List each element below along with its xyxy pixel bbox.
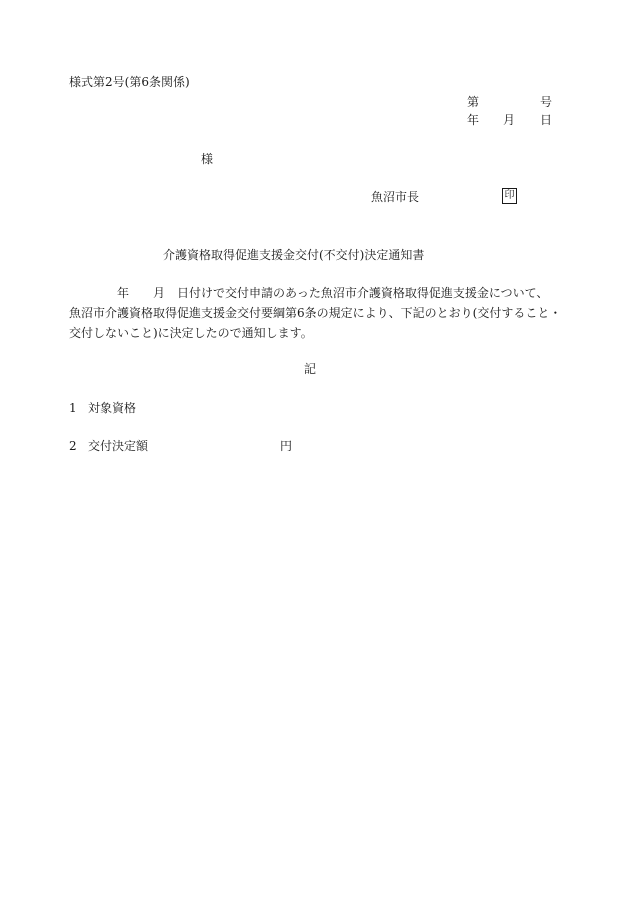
body-year-label: 年 — [117, 286, 130, 300]
ki-heading: 記 — [304, 362, 317, 376]
document-number-suffix: 号 — [540, 95, 553, 109]
item-2-label: 交付決定額 — [88, 439, 149, 453]
document-title: 介護資格取得促進支援金交付(不交付)決定通知書 — [163, 248, 425, 262]
item-2-unit: 円 — [280, 439, 293, 453]
date-year-label: 年 — [467, 113, 480, 127]
date-month-label: 月 — [503, 113, 516, 127]
date-day-label: 日 — [540, 113, 553, 127]
item-2-number: 2 — [69, 439, 77, 453]
item-1-number: 1 — [69, 401, 77, 415]
body-text-line-2: 魚沼市介護資格取得促進支援金交付要綱第6条の規定により、下記のとおり(交付すること・ — [69, 306, 562, 320]
addressee-honorific: 様 — [201, 152, 214, 166]
item-1-label: 対象資格 — [88, 401, 137, 415]
body-text-line-3: 交付しないこと)に決定したので通知します。 — [69, 326, 313, 340]
body-text-line-1: 日付けで交付申請のあった魚沼市介護資格取得促進支援金について、 — [177, 286, 549, 300]
seal-mark: 印 — [502, 188, 517, 204]
body-month-label: 月 — [153, 286, 166, 300]
form-number: 様式第2号(第6条関係) — [69, 75, 190, 89]
document-number-prefix: 第 — [467, 95, 480, 109]
issuer-name: 魚沼市長 — [371, 190, 420, 204]
